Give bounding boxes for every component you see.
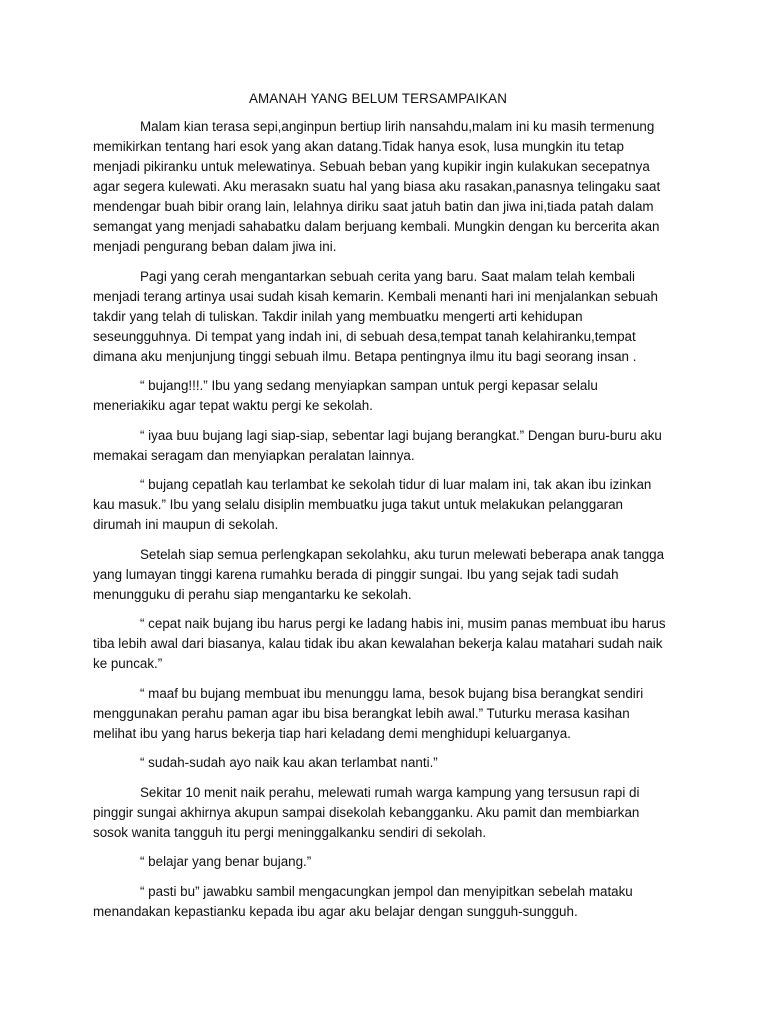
paragraph: “ sudah-sudah ayo naik kau akan terlambat nanti.”	[140, 755, 438, 770]
paragraph: “ bujang cepatlah kau terlambat ke sekolah tidur di luar malam ini, tak akan ibu izinkan kau masuk.” Ibu yang selalu disiplin membuatku juga takut untuk melakukan pelanggaran dirumah ini maupun di sekolah.	[93, 477, 652, 532]
paragraph: “ pasti bu” jawabku sambil mengacungkan jempol dan menyipitkan sebelah mataku menandakan kepastianku kepada ibu agar aku belajar dengan sungguh-sungguh.	[93, 883, 633, 919]
paragraph: Setelah siap semua perlengkapan sekolahku, aku turun melewati beberapa anak tangga yang lumayan tinggi karena rumahku berada di pinggir sungai. Ibu yang sejak tadi sudah menungguku di perahu siap mengantarku ke sekolah.	[93, 546, 665, 602]
paragraph: “ maaf bu bujang membuat ibu menunggu lama, besok bujang bisa berangkat sendiri menggunakan perahu paman agar ibu bisa berangkat lebih awal.” Tuturku merasa kasihan melihat ibu yang harus bekerja tiap hari keladang demi menghidupi keluarganya.	[93, 685, 644, 741]
paragraph: “ cepat naik bujang ibu harus pergi ke ladang habis ini, musim panas membuat ibu harus tiba lebih awal dari biasanya, kalau tidak ibu akan kewalahan bekerja kalau matahari sudah naik ke puncak.”	[93, 616, 666, 671]
paragraph: “ iyaa buu bujang lagi siap-siap, sebentar lagi bujang berangkat.” Dengan buru-buru aku memakai seragam dan menyiapkan peralatan lainnya.	[93, 427, 662, 463]
document-body	[93, 117, 673, 931]
document-title: AMANAH YANG BELUM TERSAMPAIKAN	[249, 91, 507, 106]
paragraph: Pagi yang cerah mengantarkan sebuah cerita yang baru. Saat malam telah kembali menjadi terang artinya usai sudah kisah kemarin. Kembali menanti hari ini menjalankan sebuah takdir yang telah di tuliskan. Takdir inilah yang membuatku mengerti arti kehidupan seseungguhnya. Di tempat yang indah ini, di sebuah desa,tempat tanah kelahiranku,tempat dimana aku menjunjung tinggi sebuah ilmu. Betapa pentingnya ilmu itu bagi seorang insan .	[93, 268, 658, 364]
paragraph: Sekitar 10 menit naik perahu, melewati rumah warga kampung yang tersusun rapi di pinggir sungai akhirnya akupun sampai disekolah kebangganku. Aku pamit dan membiarkan sosok wanita tangguh itu pergi meninggalkanku sendiri di sekolah.	[93, 784, 640, 840]
paragraph: “ bujang!!!.” Ibu yang sedang menyiapkan sampan untuk pergi kepasar selalu meneriakiku agar tepat waktu pergi ke sekolah.	[93, 378, 598, 413]
paragraph: Malam kian terasa sepi,anginpun bertiup lirih nansahdu,malam ini ku masih termenung memikirkan tentang hari esok yang akan datang.Tidak hanya esok, lusa mungkin itu tetap menjadi pikiranku untuk melewatinya. Sebuah beban yang kupikir ingin kulakukan secepatnya agar segera kulewati. Aku merasakn suatu hal yang biasa aku rasakan,panasnya telingaku saat mendengar buah bibir orang lain, lelahnya diriku saat jatuh batin dan jiwa ini,tiada patah dalam semangat yang menjadi sahabatku dalam berjuang kembali. Mungkin dengan ku bercerita akan menjadi pengurang beban dalam jiwa ini.	[93, 119, 661, 254]
paragraph: “ belajar yang benar bujang.”	[140, 854, 312, 869]
